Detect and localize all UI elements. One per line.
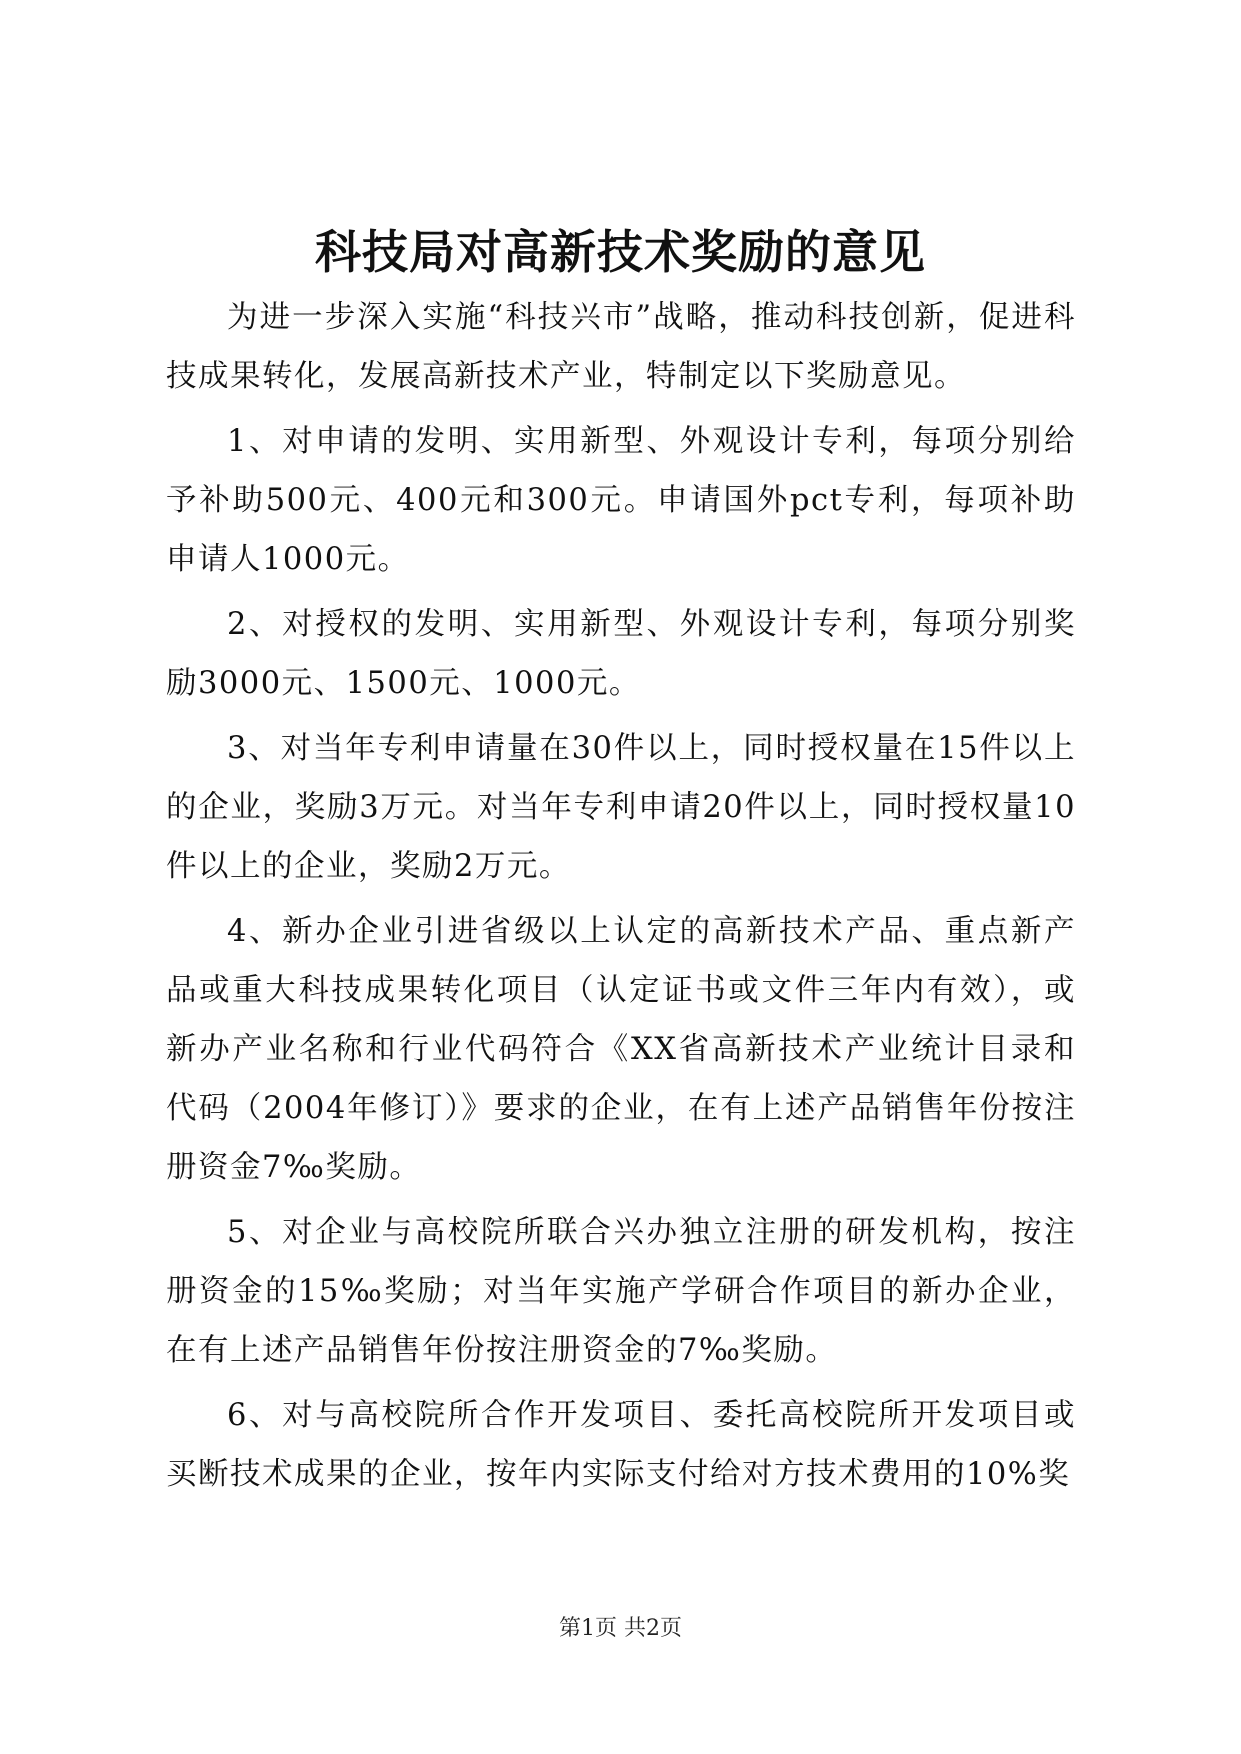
paragraph-item-1: 1、对申请的发明、实用新型、外观设计专利，每项分别给予补助500元、400元和300元。申请国外pct专利，每项补助申请人1000元。 <box>166 424 1076 577</box>
paragraph-intro: 为进一步深入实施“科技兴市”战略，推动科技创新，促进科技成果转化，发展高新技术产业，特制定以下奖励意见。 <box>166 300 1076 394</box>
paragraph-item-6: 6、对与高校院所合作开发项目、委托高校院所开发项目或买断技术成果的企业，按年内实际支付给对方技术费用的10%奖 <box>166 1398 1076 1492</box>
document-body <box>166 288 1076 1504</box>
paragraph-item-3: 3、对当年专利申请量在30件以上，同时授权量在15件以上的企业，奖励3万元。对当年专利申请20件以上，同时授权量10件以上的企业，奖励2万元。 <box>166 731 1076 884</box>
paragraph-item-5: 5、对企业与高校院所联合兴办独立注册的研发机构，按注册资金的15‰奖励；对当年实施产学研合作项目的新办企业，在有上述产品销售年份按注册资金的7‰奖励。 <box>166 1215 1076 1368</box>
paragraph-item-2: 2、对授权的发明、实用新型、外观设计专利，每项分别奖励3000元、1500元、1000元。 <box>166 607 1076 701</box>
document-title: 科技局对高新技术奖励的意见 <box>315 225 926 279</box>
paragraph-item-4: 4、新办企业引进省级以上认定的高新技术产品、重点新产品或重大科技成果转化项目（认定证书或文件三年内有效），或新办产业名称和行业代码符合《XX省高新技术产业统计目录和代码（2004年修订）》要求的企业，在有上述产品销售年份按注册资金7‰奖励。 <box>166 914 1076 1185</box>
page-footer: 第1页 共2页 <box>559 1616 682 1641</box>
